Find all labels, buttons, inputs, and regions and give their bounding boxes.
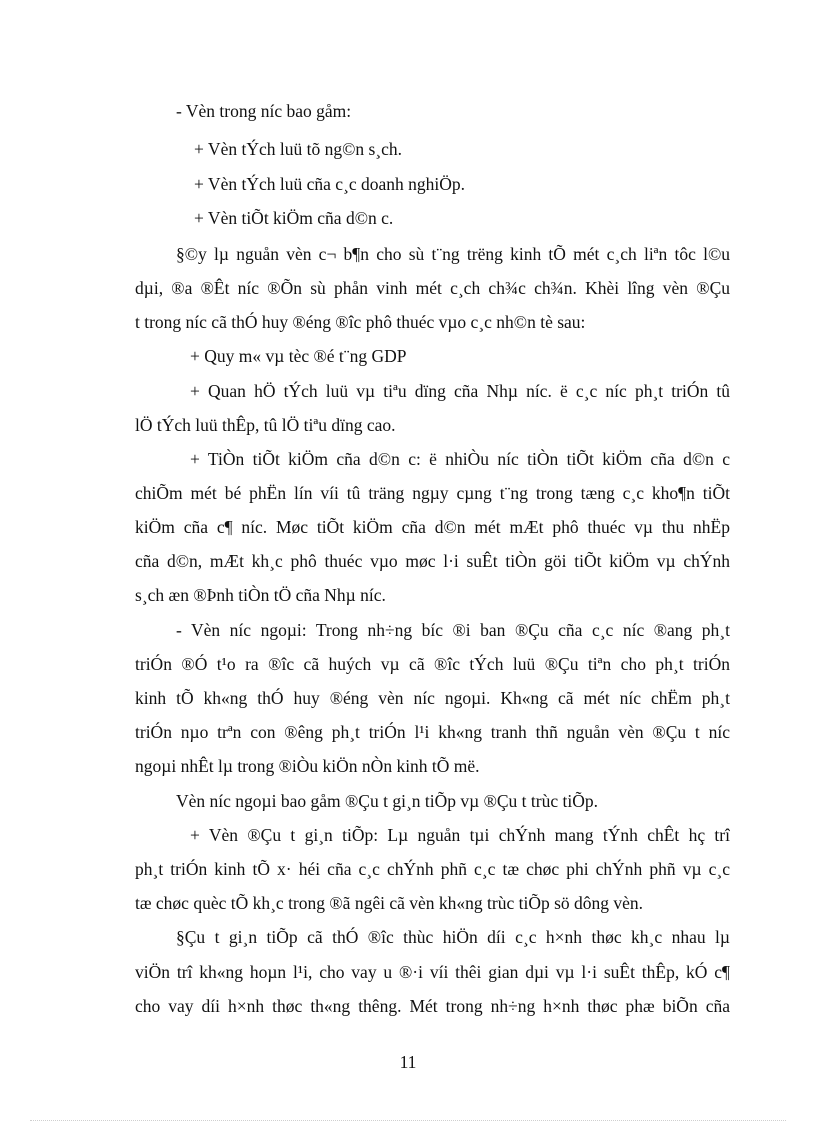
page-number: 11 xyxy=(399,1052,417,1072)
paragraph-line: t trong níc cã thÓ huy ®éng ®îc phô thuéc vµo c¸c nh©n tè sau: xyxy=(135,312,586,332)
footer-divider xyxy=(30,1120,786,1121)
paragraph-line: §©y lµ nguån vèn c¬ b¶n cho sù t¨ng trëng kinh tÕ mét c¸ch liªn tôc l©u xyxy=(176,244,730,264)
paragraph-line: dµi, ®a ®Êt níc ®Õn sù phån vinh mét c¸ch ch¾c ch¾n. Khèi lîng vèn ®Çu xyxy=(135,278,730,298)
paragraph-line: viÖn trî kh«ng hoµn l¹i, cho vay u ®·i víi thêi gian dµi vµ l·i suÊt thÊp, kÓ c¶ xyxy=(135,962,730,982)
factor-gdp: + Quy m« vµ tèc ®é t¨ng GDP xyxy=(190,346,407,366)
bullet-domestic-capital: - Vèn trong níc bao gåm: xyxy=(176,101,352,121)
bullet-foreign-capital: - Vèn níc ngoµi: Trong nh÷ng bíc ®i ban ®Çu cña c¸c níc ®ang ph¸t xyxy=(176,620,730,640)
paragraph-line: ph¸t triÓn kinh tÕ x· héi cña c¸c chÝnh phñ c¸c tæ chøc phi chÝnh phñ vµ c¸c xyxy=(135,859,730,879)
paragraph-line: cña d©n, mÆt kh¸c phô thuéc vµo møc l·i suÊt tiÒn göi tiÕt kiÖm vµ chÝnh xyxy=(135,551,730,571)
paragraph-line: lÖ tÝch luü thÊp, tû lÖ tiªu dïng cao. xyxy=(135,415,396,435)
paragraph-line: §Çu t gi¸n tiÕp cã thÓ ®îc thùc hiÖn díi c¸c h×nh thøc kh¸c nhau lµ xyxy=(176,927,730,947)
paragraph-line: ngoµi nhÊt lµ trong ®iÒu kiÖn nÒn kinh tÕ më. xyxy=(135,756,480,776)
subitem-state-budget: + Vèn tÝch luü tõ ng©n s¸ch. xyxy=(194,139,403,159)
subitem-household-savings: + Vèn tiÕt kiÖm cña d©n c. xyxy=(194,208,394,228)
paragraph-line: Vèn níc ngoµi bao gåm ®Çu t gi¸n tiÕp vµ ®Çu t trùc tiÕp. xyxy=(176,791,598,811)
paragraph-line: kiÖm cña c¶ níc. Møc tiÕt kiÖm cña d©n mét mÆt phô thuéc vµ thu nhËp xyxy=(135,517,730,537)
paragraph-line: tæ chøc quèc tÕ kh¸c trong ®ã ngêi cã vèn kh«ng trùc tiÕp sö dông vèn. xyxy=(135,893,644,913)
paragraph-line: cho vay díi h×nh thøc th«ng thêng. Mét trong nh÷ng h×nh thøc phæ biÕn cña xyxy=(135,996,730,1016)
paragraph-line: s¸ch æn ®Þnh tiÒn tÖ cña Nhµ níc. xyxy=(135,585,386,605)
subitem-enterprise-savings: + Vèn tÝch luü cña c¸c doanh nghiÖp. xyxy=(194,174,466,194)
factor-household-savings: + TiÒn tiÕt kiÖm cña d©n c: ë nhiÒu níc tiÒn tiÕt kiÖm cña d©n c xyxy=(190,449,730,469)
paragraph-line: triÓn ®Ó t¹o ra ®îc cã huých vµ cã ®îc tÝch luü ®Çu tiªn cho ph¸t triÓn xyxy=(135,654,730,674)
factor-accumulation: + Quan hÖ tÝch luü vµ tiªu dïng cña Nhµ níc. ë c¸c níc ph¸t triÓn tû xyxy=(190,381,730,401)
paragraph-line: kinh tÕ kh«ng thÓ huy ®éng vèn níc ngoµi. Kh«ng cã mét níc chËm ph¸t xyxy=(135,688,730,708)
paragraph-line: triÓn nµo trªn con ®êng ph¸t triÓn l¹i kh«ng tranh thñ nguån vèn ®Çu t níc xyxy=(135,722,730,742)
paragraph-line: chiÕm mét bé phËn lín víi tû träng ngµy cµng t¨ng trong tæng c¸c kho¶n tiÕt xyxy=(135,483,730,503)
subitem-indirect-investment: + Vèn ®Çu t gi¸n tiÕp: Lµ nguån tµi chÝnh mang tÝnh chÊt hç trî xyxy=(190,825,730,845)
